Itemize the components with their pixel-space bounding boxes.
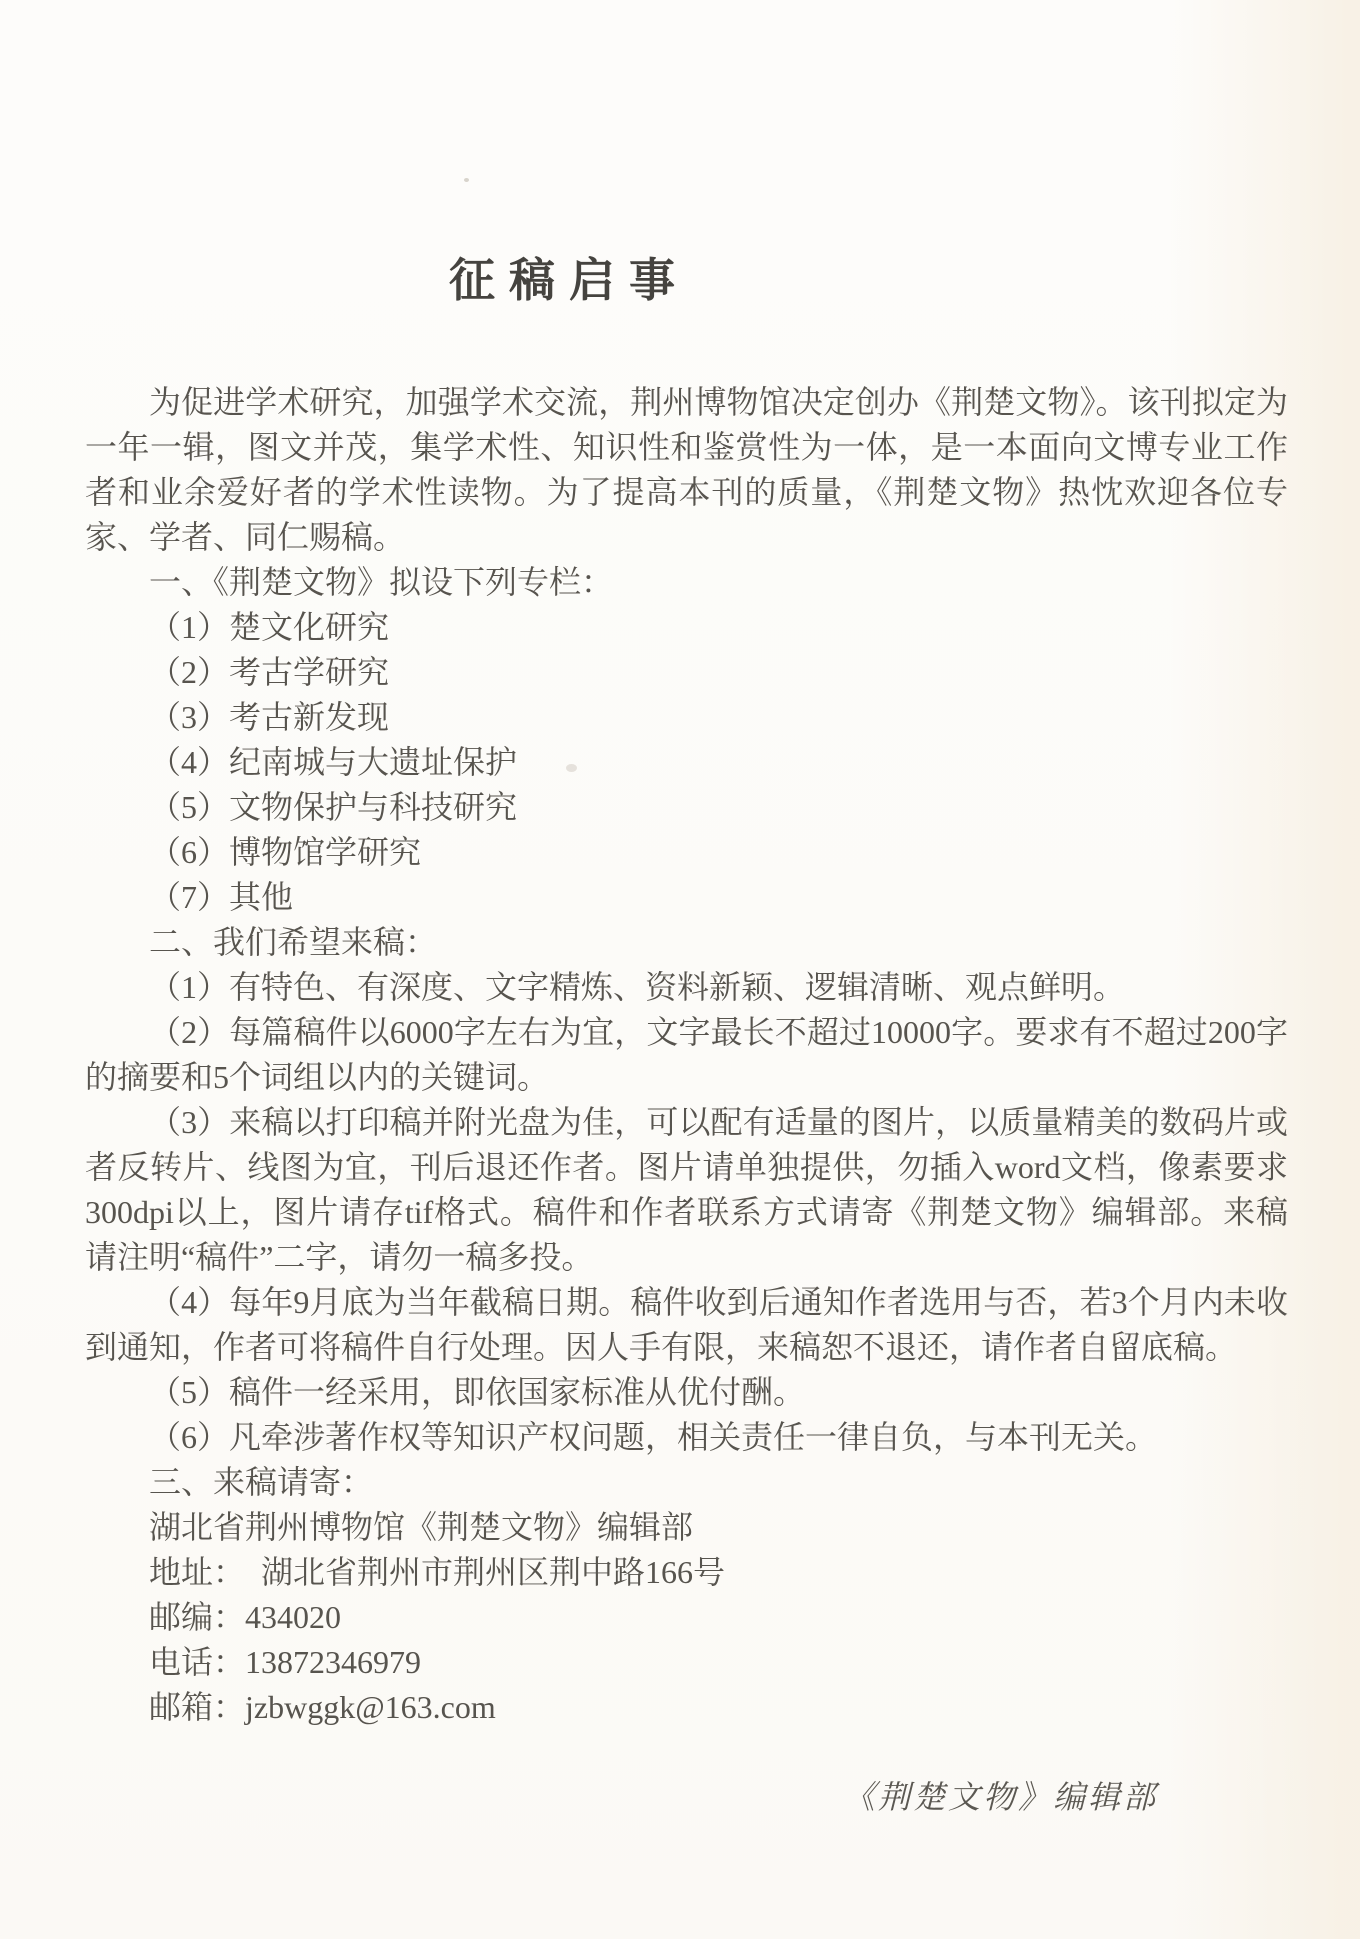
guideline-item-4: （4）每年9月底为当年截稿日期。稿件收到后通知作者选用与否，若3个月内未收到通知，作者可将稿件自行处理。因人手有限，来稿恕不退还，请作者自留底稿。 <box>85 1284 1288 1365</box>
mailing-name-line: 湖北省荆州博物馆《荆楚文物》编辑部 <box>149 1509 694 1545</box>
scan-speck <box>566 764 577 772</box>
signature: 《荆楚文物》编辑部 <box>843 1779 1159 1815</box>
guideline-item-2: （2）每篇稿件以6000字左右为宜，文字最长不超过10000字。要求有不超过200字的摘要和5个词组以内的关键词。 <box>85 1014 1288 1095</box>
postcode-line: 邮编：434020 <box>149 1599 342 1635</box>
address-line: 地址： 湖北省荆州市荆州区荆中路166号 <box>149 1554 726 1590</box>
guideline-item-6: （6）凡牵涉著作权等知识产权问题，相关责任一律自负，与本刊无关。 <box>149 1419 1158 1455</box>
column-item-3: （3）考古新发现 <box>149 699 390 735</box>
column-item-7: （7）其他 <box>149 879 294 915</box>
section-1-heading: 一、《荆楚文物》拟设下列专栏： <box>149 564 614 600</box>
email-line: 邮箱：jzbwggk@163.com <box>149 1689 496 1725</box>
phone-line: 电话：13872346979 <box>149 1644 422 1680</box>
column-item-5: （5）文物保护与科技研究 <box>149 789 518 825</box>
intro-paragraph: 为促进学术研究，加强学术交流，荆州博物馆决定创办《荆楚文物》。该刊拟定为一年一辑，图文并茂，集学术性、知识性和鉴赏性为一体，是一本面向文博专业工作者和业余爱好者的学术性读物。为了提高本刊的质量，《荆楚文物》热忱欢迎各位专家、学者、同仁赐稿。 <box>85 384 1288 555</box>
column-item-2: （2）考古学研究 <box>149 654 390 690</box>
column-item-1: （1）楚文化研究 <box>149 609 390 645</box>
guideline-item-1: （1）有特色、有深度、文字精炼、资料新颖、逻辑清晰、观点鲜明。 <box>149 969 1126 1005</box>
scan-speck <box>464 178 469 182</box>
section-2-heading: 二、我们希望来稿： <box>149 924 438 960</box>
guideline-item-3: （3）来稿以打印稿并附光盘为佳，可以配有适量的图片，以质量精美的数码片或者反转片、线图为宜，刊后退还作者。图片请单独提供，勿插入word文档，像素要求300dpi以上，图片请存tif格式。稿件和作者联系方式请寄《荆楚文物》编辑部。来稿请注明“稿件”二字，请勿一稿多投。 <box>85 1104 1288 1275</box>
page-title: 征稿启事 <box>449 255 689 306</box>
section-3-heading: 三、来稿请寄： <box>149 1464 374 1500</box>
column-item-4: （4）纪南城与大遗址保护 <box>149 744 518 780</box>
notice-body <box>85 380 1288 1730</box>
column-item-6: （6）博物馆学研究 <box>149 834 422 870</box>
guideline-item-5: （5）稿件一经采用，即依国家标准从优付酬。 <box>149 1374 806 1410</box>
